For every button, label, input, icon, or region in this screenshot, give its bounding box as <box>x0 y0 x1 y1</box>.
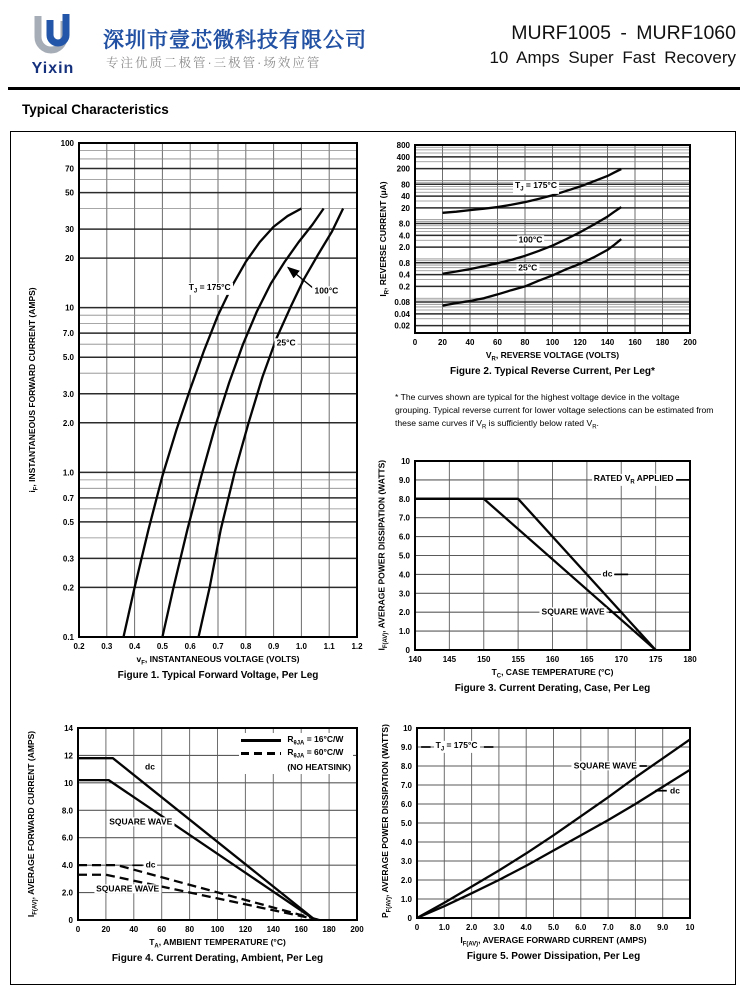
svg-text:1.0: 1.0 <box>400 895 412 904</box>
svg-text:1.0: 1.0 <box>398 627 410 637</box>
svg-text:60: 60 <box>157 925 167 934</box>
svg-text:70: 70 <box>65 164 74 174</box>
svg-text:0.04: 0.04 <box>394 309 410 319</box>
svg-text:0: 0 <box>75 925 81 934</box>
svg-text:2.0: 2.0 <box>400 876 412 885</box>
svg-text:0.4: 0.4 <box>398 270 410 280</box>
svg-text:150: 150 <box>477 655 491 664</box>
svg-text:5.0: 5.0 <box>398 551 410 561</box>
svg-text:8.0: 8.0 <box>629 923 641 932</box>
figure1-annotation-1: $T_J = 175^\circ C$ <box>188 281 231 295</box>
figure5-plot <box>400 724 695 932</box>
company-tagline: 专注优质二极管·三极管·场效应管 <box>106 56 322 70</box>
company-name: 深圳市壹芯微科技有限公司 <box>103 29 367 52</box>
svg-text:7.0: 7.0 <box>400 781 412 790</box>
svg-text:9.0: 9.0 <box>400 743 412 752</box>
svg-text:200: 200 <box>683 338 697 347</box>
header-rule <box>8 87 740 90</box>
svg-text:14: 14 <box>64 724 73 733</box>
svg-text:0: 0 <box>412 338 418 347</box>
svg-text:8.0: 8.0 <box>398 494 410 504</box>
figure4-annotation-2: SQUARE WAVE <box>109 816 173 827</box>
figure2-annotation-1: $T_J = 175^\circ C$ <box>515 180 557 193</box>
svg-text:180: 180 <box>655 338 670 347</box>
svg-text:0.9: 0.9 <box>268 642 280 651</box>
svg-text:30: 30 <box>65 225 74 235</box>
figure1-caption: Figure 1. Typical Forward Voltage, Per Leg <box>117 670 319 681</box>
svg-text:0.5: 0.5 <box>156 642 168 651</box>
figure2-y-axis-label: $I_R$, REVERSE CURRENT (μA) <box>378 181 391 297</box>
svg-text:0.1: 0.1 <box>62 633 74 642</box>
figure3-annotation-1: RATED $V_R$ APPLIED <box>593 472 674 486</box>
figure3-plot <box>398 457 697 664</box>
figure5-annotation-3: dc <box>670 785 680 796</box>
svg-text:180: 180 <box>683 655 697 664</box>
svg-text:12: 12 <box>64 751 73 761</box>
svg-text:20: 20 <box>101 925 111 934</box>
svg-text:400: 400 <box>396 152 410 162</box>
logo-wordmark: Yixin <box>31 60 75 77</box>
svg-text:140: 140 <box>408 655 422 664</box>
svg-text:80: 80 <box>185 925 195 934</box>
svg-text:0.08: 0.08 <box>394 298 410 308</box>
figure1-y-axis-label: $i_F$, INSTANTANEOUS FORWARD CURRENT (AMPS) <box>27 287 40 493</box>
figure4-legend <box>239 733 353 774</box>
svg-text:5.0: 5.0 <box>547 923 560 932</box>
svg-text:1.0: 1.0 <box>438 923 450 932</box>
svg-text:7.0: 7.0 <box>62 329 74 339</box>
section-title: Typical Characteristics <box>22 102 169 117</box>
figure3-annotation-2: dc <box>602 568 613 579</box>
svg-text:170: 170 <box>614 655 628 664</box>
svg-text:0: 0 <box>407 914 412 923</box>
svg-text:20: 20 <box>65 254 74 264</box>
figure3-x-axis-label: $T_C$, CASE TEMPERATURE (°C) <box>491 667 614 680</box>
svg-text:1.1: 1.1 <box>323 642 335 651</box>
svg-text:160: 160 <box>628 338 642 347</box>
svg-text:2.0: 2.0 <box>62 418 74 428</box>
figure3-y-axis-label: $I_{F(AV)}$, AVERAGE POWER DISSIPATION (WATTS) <box>376 459 389 650</box>
figure5-annotation-1: $T_J = 175^\circ C$ <box>435 739 478 753</box>
svg-text:165: 165 <box>580 655 594 664</box>
dashed-line-sample-icon <box>241 752 281 754</box>
svg-text:0.8: 0.8 <box>240 642 252 651</box>
figure4-caption: Figure 4. Current Derating, Ambient, Per Leg <box>111 953 324 964</box>
figure5-caption: Figure 5. Power Dissipation, Per Leg <box>466 951 641 962</box>
svg-text:0.5: 0.5 <box>62 517 74 527</box>
svg-text:20: 20 <box>401 203 410 213</box>
svg-text:9.0: 9.0 <box>398 475 410 485</box>
svg-text:6.0: 6.0 <box>61 833 73 843</box>
figure4-x-axis-label: $T_A$, AMBIENT TEMPERATURE (°C) <box>149 937 286 950</box>
svg-text:1.2: 1.2 <box>351 642 363 651</box>
svg-text:160: 160 <box>545 655 560 664</box>
svg-text:1.0: 1.0 <box>62 468 74 478</box>
svg-text:10: 10 <box>685 923 695 932</box>
part-number-title: MURF1005 - MURF1060 <box>511 22 736 44</box>
svg-text:3.0: 3.0 <box>398 589 410 599</box>
figure4-current-derating-ambient-chart <box>61 724 364 934</box>
svg-text:0.2: 0.2 <box>62 583 74 593</box>
svg-text:0.4: 0.4 <box>129 642 141 651</box>
svg-text:3.0: 3.0 <box>400 857 412 866</box>
legend-spacer <box>241 765 281 767</box>
part-subtitle: 10 Amps Super Fast Recovery <box>489 48 736 67</box>
svg-text:0.8: 0.8 <box>398 258 410 268</box>
svg-text:175: 175 <box>648 655 663 664</box>
svg-text:40: 40 <box>129 925 139 934</box>
svg-text:4.0: 4.0 <box>398 570 410 580</box>
svg-text:8.0: 8.0 <box>61 806 73 816</box>
figure1-x-axis-label: $v_F$, INSTANTANEOUS VOLTAGE (VOLTS) <box>136 654 300 667</box>
svg-text:100: 100 <box>545 338 560 347</box>
svg-text:180: 180 <box>322 925 336 934</box>
svg-text:160: 160 <box>294 925 308 934</box>
figure1-forward-voltage-chart <box>60 139 363 651</box>
figure2-footnote: * The curves shown are typical for the highest voltage device in the voltage grouping. Typical reverse current for lower voltage selections can be estimated from these same curves if $V_R$ is sufficiently below rated $V_R$. <box>395 392 714 431</box>
svg-text:4.0: 4.0 <box>400 838 412 847</box>
figure3-caption: Figure 3. Current Derating, Case, Per Leg <box>454 683 651 694</box>
svg-text:40: 40 <box>401 192 410 202</box>
svg-text:4.0: 4.0 <box>520 923 532 932</box>
legend-label: (NO HEATSINK) <box>287 761 351 772</box>
svg-text:800: 800 <box>396 141 410 150</box>
svg-text:0.7: 0.7 <box>212 642 224 651</box>
figure2-caption: Figure 2. Typical Reverse Current, Per Leg* <box>450 366 655 377</box>
legend-label: $R_{\theta JA} = 16^\circ C/W$ <box>287 734 344 747</box>
svg-text:9.0: 9.0 <box>657 923 669 932</box>
svg-text:40: 40 <box>465 338 475 347</box>
svg-text:100: 100 <box>60 139 74 148</box>
svg-text:0.7: 0.7 <box>62 493 74 503</box>
svg-text:50: 50 <box>65 188 74 198</box>
svg-text:0.2: 0.2 <box>73 642 85 651</box>
svg-text:0: 0 <box>414 923 420 932</box>
figure2-plot <box>394 141 697 347</box>
legend-label: $R_{\theta JA} = 60^\circ C/W$ <box>287 747 344 760</box>
svg-text:3.0: 3.0 <box>62 389 74 399</box>
svg-text:60: 60 <box>493 338 502 347</box>
svg-text:200: 200 <box>396 164 410 174</box>
svg-text:8.0: 8.0 <box>398 219 410 229</box>
figure5-y-axis-label: $P_{F(AV)}$, AVERAGE POWER DISSIPATION (WATTS) <box>380 724 393 918</box>
figure1-annotation-3: 25°C <box>276 337 296 348</box>
svg-text:0: 0 <box>68 916 73 925</box>
svg-text:10: 10 <box>64 778 73 788</box>
svg-text:155: 155 <box>511 655 525 664</box>
svg-text:1.0: 1.0 <box>295 642 307 651</box>
figure4-annotation-3: dc <box>145 859 156 870</box>
figure2-x-axis-label: $V_R$, REVERSE VOLTAGE (VOLTS) <box>485 350 620 363</box>
svg-text:5.0: 5.0 <box>62 353 74 363</box>
svg-text:10: 10 <box>65 303 74 313</box>
figure2-annotation-2: 100°C <box>518 234 543 245</box>
svg-text:2.0: 2.0 <box>398 608 410 618</box>
figure1-plot <box>60 139 363 651</box>
svg-text:6.0: 6.0 <box>575 923 587 932</box>
svg-text:0: 0 <box>405 646 410 655</box>
svg-text:2.0: 2.0 <box>466 923 478 932</box>
svg-text:2.0: 2.0 <box>61 888 73 898</box>
figure4-annotation-4: SQUARE WAVE <box>96 883 160 894</box>
figure2-reverse-current-chart <box>394 141 697 347</box>
svg-text:140: 140 <box>266 925 280 934</box>
svg-text:140: 140 <box>600 338 615 347</box>
svg-text:6.0: 6.0 <box>400 800 412 809</box>
svg-text:7.0: 7.0 <box>398 513 410 523</box>
svg-text:3.0: 3.0 <box>493 923 505 932</box>
svg-text:200: 200 <box>350 925 364 934</box>
svg-text:145: 145 <box>442 655 457 664</box>
svg-text:4.0: 4.0 <box>61 861 73 871</box>
svg-text:0.3: 0.3 <box>101 642 113 651</box>
figure5-power-dissipation-chart <box>400 724 695 932</box>
svg-text:5.0: 5.0 <box>400 819 412 828</box>
svg-text:100: 100 <box>210 925 225 934</box>
svg-text:6.0: 6.0 <box>398 532 410 542</box>
figure5-annotation-2: SQUARE WAVE <box>573 760 637 771</box>
figure2-annotation-3: 25°C <box>518 262 538 273</box>
figure4-y-axis-label: $I_{F(AV)}$, AVERAGE FORWARD CURRENT (AMPS) <box>26 730 39 918</box>
svg-text:0.3: 0.3 <box>62 554 74 564</box>
figure3-annotation-3: SQUARE WAVE <box>541 606 605 617</box>
svg-text:2.0: 2.0 <box>398 243 410 253</box>
solid-line-sample-icon <box>241 739 281 741</box>
svg-text:120: 120 <box>573 338 587 347</box>
svg-text:7.0: 7.0 <box>602 923 614 932</box>
svg-text:8.0: 8.0 <box>400 762 412 771</box>
svg-text:20: 20 <box>438 338 447 347</box>
svg-text:80: 80 <box>520 338 530 347</box>
figure3-current-derating-case-chart <box>398 457 697 664</box>
svg-text:4.0: 4.0 <box>398 231 410 241</box>
svg-text:0.2: 0.2 <box>398 282 410 292</box>
figure5-x-axis-label: $I_{F(AV)}$, AVERAGE FORWARD CURRENT (AMPS) <box>460 935 647 948</box>
figure1-annotation-2: 100°C <box>314 285 339 296</box>
figure4-annotation-1: dc <box>145 761 155 772</box>
svg-text:0.6: 0.6 <box>184 642 196 651</box>
svg-text:10: 10 <box>401 457 410 466</box>
svg-text:120: 120 <box>238 925 253 934</box>
svg-text:10: 10 <box>403 724 412 733</box>
svg-text:80: 80 <box>401 180 410 190</box>
yixin-logo-icon <box>26 11 84 61</box>
svg-text:0.02: 0.02 <box>394 321 410 331</box>
